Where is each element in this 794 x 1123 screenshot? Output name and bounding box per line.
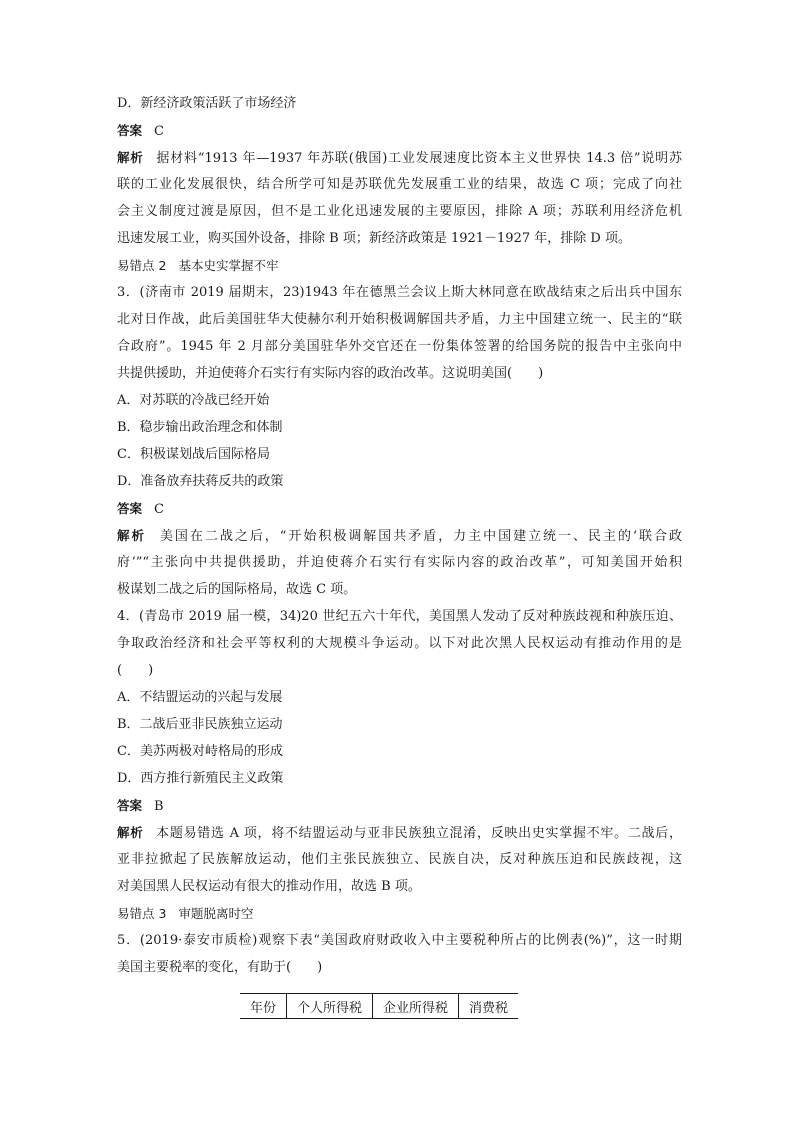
analysis-text: 极谋划二战之后的国际格局，故选 C 项。 xyxy=(117,582,357,597)
q4-option-d: D．西方推行新殖民主义政策 xyxy=(117,771,284,786)
q4-option-b: B．二战后亚非民族独立运动 xyxy=(117,717,283,732)
analysis-text: 亚非拉掀起了民族解放运动，他们主张民族独立、民族自决，反对种族压迫和民族歧视，这 xyxy=(117,852,682,867)
stem-text: 3．(济南市 2019 届期末，23)1943 年在德黑兰会议上斯大林同意在欧战结束之后出兵中国东 xyxy=(117,285,682,300)
stem-text: 4．(青岛市 2019 届一模，34)20 世纪五六十年代，美国黑人发动了反对种族歧视和种族压迫、 xyxy=(117,609,682,624)
tax-ratio-table xyxy=(240,993,518,1019)
analysis-label: 解析 xyxy=(117,825,144,840)
q2-analysis xyxy=(117,144,682,252)
q4-analysis xyxy=(117,819,682,900)
analysis-label: 解析 xyxy=(117,150,144,165)
table-header-consumption-tax: 消费税 xyxy=(459,994,519,1019)
analysis-text: 会主义制度过渡是原因，但不是工业化迅速发展的主要原因，排除 A 项；苏联利用经济危机 xyxy=(117,204,682,219)
section-label: 易错点 2 xyxy=(117,258,167,273)
analysis-text: 府’”“主张向中共提供援助，并迫使蒋介石实行有实际内容的政治改革”，可知美国开始积 xyxy=(117,555,682,570)
answer-value: C xyxy=(154,502,164,517)
answer-label: 答案 xyxy=(117,501,143,516)
stem-text: 争取政治经济和社会平等权利的大规模斗争运动。以下对此次黑人民权运动有推动作用的是 xyxy=(117,636,682,651)
analysis-label: 解析 xyxy=(117,528,146,543)
q2-option-d: D．新经济政策活跃了市场经济 xyxy=(117,96,297,111)
answer-label: 答案 xyxy=(117,798,143,813)
analysis-text: 迅速发展工业，购买国外设备，排除 B 项；新经济政策是 1921－1927 年，排除 D 项。 xyxy=(117,231,631,246)
q5-stem xyxy=(117,927,682,981)
q2-answer xyxy=(117,117,682,144)
analysis-text: 本题易错选 A 项，将不结盟运动与亚非民族独立混淆，反映出史实掌握不牢。二战后， xyxy=(155,826,682,841)
answer-value: B xyxy=(154,799,164,814)
section-heading-2 xyxy=(117,252,682,279)
q4-option-a: A．不结盟运动的兴起与发展 xyxy=(117,690,283,705)
table-header-year: 年份 xyxy=(240,994,287,1019)
answer-label: 答案 xyxy=(117,123,143,138)
stem-text: 共提供援助，并迫使蒋介石实行有实际内容的政治改革。这说明美国( ) xyxy=(117,366,544,381)
analysis-text: 美国在二战之后，“开始积极调解国共矛盾，力主中国建立统一、民主的‘联合政 xyxy=(157,529,682,544)
section-title: 审题脱离时空 xyxy=(178,906,254,921)
stem-text: 5．(2019·泰安市质检)观察下表“美国政府财政收入中主要税种所占的比例表(%)”，这一时期 xyxy=(117,933,682,948)
q4-option-c: C．美苏两极对峙格局的形成 xyxy=(117,744,283,759)
stem-text: 北对日作战，此后美国驻华大使赫尔利开始积极调解国共矛盾，力主中国建立统一、民主的“联 xyxy=(117,312,682,327)
answer-value: C xyxy=(154,124,164,139)
stem-text: ( ) xyxy=(117,663,154,678)
analysis-text: 据材料“1913 年—1937 年苏联(俄国)工业发展速度比资本主义世界快 14.3 倍”说明苏 xyxy=(155,151,682,166)
q3-option-c: C．积极谋划战后国际格局 xyxy=(117,447,270,462)
table-header-corporate-income-tax: 企业所得税 xyxy=(373,994,459,1019)
analysis-text: 联的工业化发展很快，结合所学可知是苏联优先发展重工业的结果，故选 C 项；完成了向社 xyxy=(117,177,682,192)
q3-answer xyxy=(117,495,682,522)
section-title: 基本史实掌握不牢 xyxy=(178,258,279,273)
q3-analysis xyxy=(117,522,682,603)
document-page xyxy=(117,90,682,981)
q3-stem xyxy=(117,279,682,387)
stem-text: 美国主要税率的变化，有助于( ) xyxy=(117,960,323,975)
q4-stem xyxy=(117,603,682,684)
table-header-row xyxy=(240,994,518,1019)
table-header-personal-income-tax: 个人所得税 xyxy=(287,994,373,1019)
q3-option-a: A．对苏联的冷战已经开始 xyxy=(117,393,270,408)
section-heading-3 xyxy=(117,900,682,927)
stem-text: 合政府”。1945 年 2 月部分美国驻华外交官还在一份集体签署的给国务院的报告中主张向中 xyxy=(117,339,682,354)
q3-option-d: D．准备放弃扶蒋反共的政策 xyxy=(117,474,284,489)
q3-option-b: B．稳步输出政治理念和体制 xyxy=(117,420,283,435)
analysis-text: 对美国黑人民权运动有很大的推动作用，故选 B 项。 xyxy=(117,879,421,894)
q4-answer xyxy=(117,792,682,819)
section-label: 易错点 3 xyxy=(117,906,167,921)
